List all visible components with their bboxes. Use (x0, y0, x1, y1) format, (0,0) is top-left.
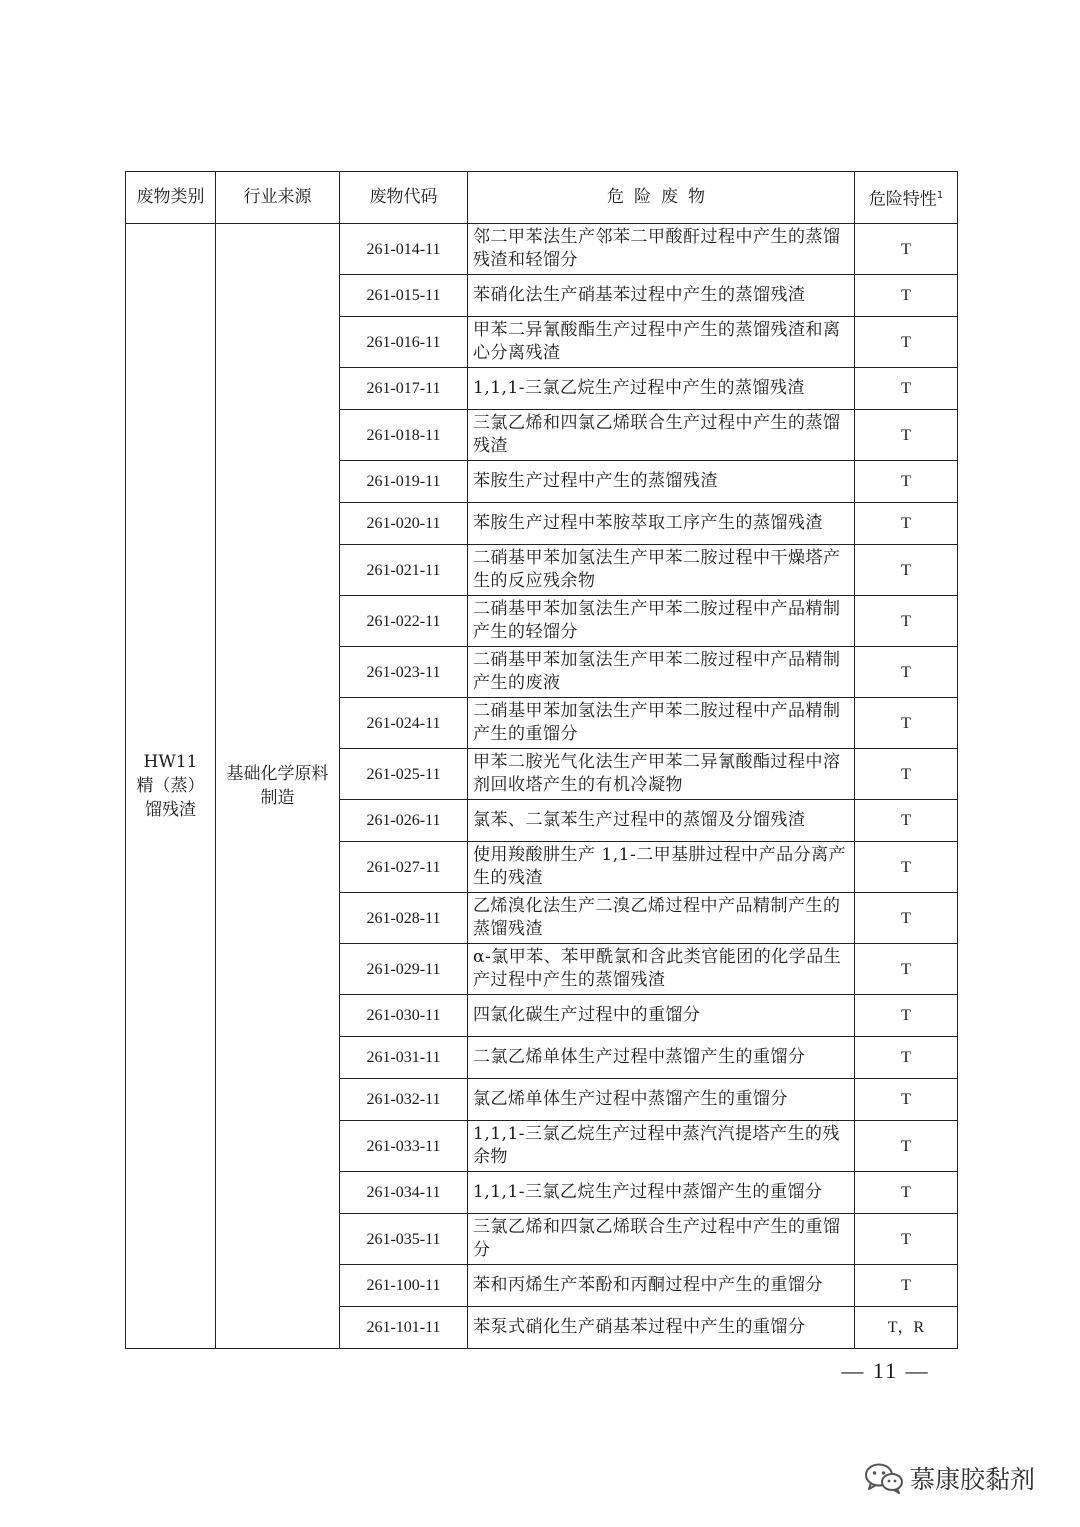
waste-code: 261-100-11 (340, 1265, 468, 1307)
source-line: 制造 (260, 788, 295, 808)
waste-code: 261-018-11 (340, 410, 468, 461)
hazard-characteristic: T (855, 545, 958, 596)
waste-code: 261-017-11 (340, 368, 468, 410)
waste-name: 邻二甲苯法生产邻苯二甲酸酐过程中产生的蒸馏残渣和轻馏分 (468, 224, 855, 275)
waste-code: 261-014-11 (340, 224, 468, 275)
waste-code: 261-028-11 (340, 893, 468, 944)
waste-name: 二硝基甲苯加氢法生产甲苯二胺过程中产品精制产生的重馏分 (468, 698, 855, 749)
hazard-characteristic: T (855, 995, 958, 1037)
waste-name: 三氯乙烯和四氯乙烯联合生产过程中产生的重馏分 (468, 1214, 855, 1265)
waste-code: 261-021-11 (340, 545, 468, 596)
hazard-characteristic: T (855, 698, 958, 749)
waste-name: 苯胺生产过程中产生的蒸馏残渣 (468, 461, 855, 503)
waste-name: 苯泵式硝化生产硝基苯过程中产生的重馏分 (468, 1307, 855, 1349)
waste-name: 氯苯、二氯苯生产过程中的蒸馏及分馏残渣 (468, 800, 855, 842)
waste-name: 1,1,1-三氯乙烷生产过程中蒸馏产生的重馏分 (468, 1172, 855, 1214)
waste-name: 四氯化碳生产过程中的重馏分 (468, 995, 855, 1037)
category-line: HW11 (143, 752, 198, 772)
waste-code: 261-016-11 (340, 317, 468, 368)
category-cell (126, 224, 216, 1349)
hazard-characteristic: T (855, 1265, 958, 1307)
waste-name: 二氯乙烯单体生产过程中蒸馏产生的重馏分 (468, 1037, 855, 1079)
waste-code: 261-024-11 (340, 698, 468, 749)
waste-code: 261-101-11 (340, 1307, 468, 1349)
waste-code: 261-023-11 (340, 647, 468, 698)
waste-code: 261-022-11 (340, 596, 468, 647)
category-line: 馏残渣 (145, 800, 196, 820)
hazard-characteristic: T (855, 224, 958, 275)
hazard-characteristic: T (855, 749, 958, 800)
wechat-icon (864, 1462, 904, 1494)
waste-name: 甲苯二胺光气化法生产甲苯二异氰酸酯过程中溶剂回收塔产生的有机冷凝物 (468, 749, 855, 800)
waste-code: 261-025-11 (340, 749, 468, 800)
watermark-text: 慕康胶黏剂 (910, 1465, 1036, 1494)
waste-name: 1,1,1-三氯乙烷生产过程中产生的蒸馏残渣 (468, 368, 855, 410)
category-line: 精（蒸） (136, 776, 205, 796)
waste-code: 261-034-11 (340, 1172, 468, 1214)
source-line: 基础化学原料 (226, 764, 329, 784)
header-characteristic: 危险特性 (868, 189, 937, 210)
waste-code: 261-035-11 (340, 1214, 468, 1265)
waste-name: 甲苯二异氰酸酯生产过程中产生的蒸馏残渣和离心分离残渣 (468, 317, 855, 368)
waste-code: 261-030-11 (340, 995, 468, 1037)
hazard-characteristic: T (855, 800, 958, 842)
header-category: 废物类别 (126, 172, 216, 224)
table-header-row (126, 172, 958, 224)
hazard-characteristic: T (855, 368, 958, 410)
waste-name: 二硝基甲苯加氢法生产甲苯二胺过程中干燥塔产生的反应残余物 (468, 545, 855, 596)
waste-code: 261-027-11 (340, 842, 468, 893)
table-row (126, 224, 958, 275)
hazard-characteristic: T (855, 275, 958, 317)
waste-name: 苯硝化法生产硝基苯过程中产生的蒸馏残渣 (468, 275, 855, 317)
hazard-characteristic: T (855, 1214, 958, 1265)
waste-name: 苯胺生产过程中苯胺萃取工序产生的蒸馏残渣 (468, 503, 855, 545)
hazard-characteristic: T (855, 596, 958, 647)
waste-code: 261-033-11 (340, 1121, 468, 1172)
hazard-characteristic: T (855, 410, 958, 461)
hazard-characteristic: T (855, 842, 958, 893)
waste-code: 261-032-11 (340, 1079, 468, 1121)
hazard-characteristic: T (855, 1121, 958, 1172)
header-waste-name: 危险废物 (468, 172, 855, 224)
header-source: 行业来源 (216, 172, 340, 224)
hazard-characteristic: T (855, 503, 958, 545)
waste-name: 氯乙烯单体生产过程中蒸馏产生的重馏分 (468, 1079, 855, 1121)
waste-name: 乙烯溴化法生产二溴乙烯过程中产品精制产生的蒸馏残渣 (468, 893, 855, 944)
hazard-characteristic: T (855, 1172, 958, 1214)
waste-code: 261-026-11 (340, 800, 468, 842)
waste-code: 261-029-11 (340, 944, 468, 995)
hazard-characteristic: T (855, 317, 958, 368)
table-body (126, 224, 958, 1349)
hazard-characteristic: T (855, 461, 958, 503)
hazard-characteristic: T (855, 893, 958, 944)
waste-code: 261-031-11 (340, 1037, 468, 1079)
header-code: 废物代码 (340, 172, 468, 224)
waste-name: 苯和丙烯生产苯酚和丙酮过程中产生的重馏分 (468, 1265, 855, 1307)
hazard-characteristic: T (855, 1037, 958, 1079)
hazardous-waste-table (125, 171, 958, 1349)
hazard-characteristic: T (855, 647, 958, 698)
hazard-characteristic: T，R (855, 1307, 958, 1349)
watermark (864, 1460, 1035, 1496)
waste-code: 261-019-11 (340, 461, 468, 503)
waste-name: 二硝基甲苯加氢法生产甲苯二胺过程中产品精制产生的轻馏分 (468, 596, 855, 647)
waste-name: 1,1,1-三氯乙烷生产过程中蒸汽汽提塔产生的残余物 (468, 1121, 855, 1172)
waste-name: α-氯甲苯、苯甲酰氯和含此类官能团的化学品生产过程中产生的蒸馏残渣 (468, 944, 855, 995)
source-cell (216, 224, 340, 1349)
footnote-marker: 1 (936, 189, 944, 201)
waste-code: 261-015-11 (340, 275, 468, 317)
hazard-characteristic: T (855, 944, 958, 995)
header-characteristic-cell (855, 172, 958, 224)
waste-name: 二硝基甲苯加氢法生产甲苯二胺过程中产品精制产生的废液 (468, 647, 855, 698)
waste-name: 使用羧酸肼生产 1,1-二甲基肼过程中产品分离产生的残渣 (468, 842, 855, 893)
waste-name: 三氯乙烯和四氯乙烯联合生产过程中产生的蒸馏残渣 (468, 410, 855, 461)
page-number: — 11 — (841, 1358, 930, 1383)
hazard-characteristic: T (855, 1079, 958, 1121)
waste-code: 261-020-11 (340, 503, 468, 545)
